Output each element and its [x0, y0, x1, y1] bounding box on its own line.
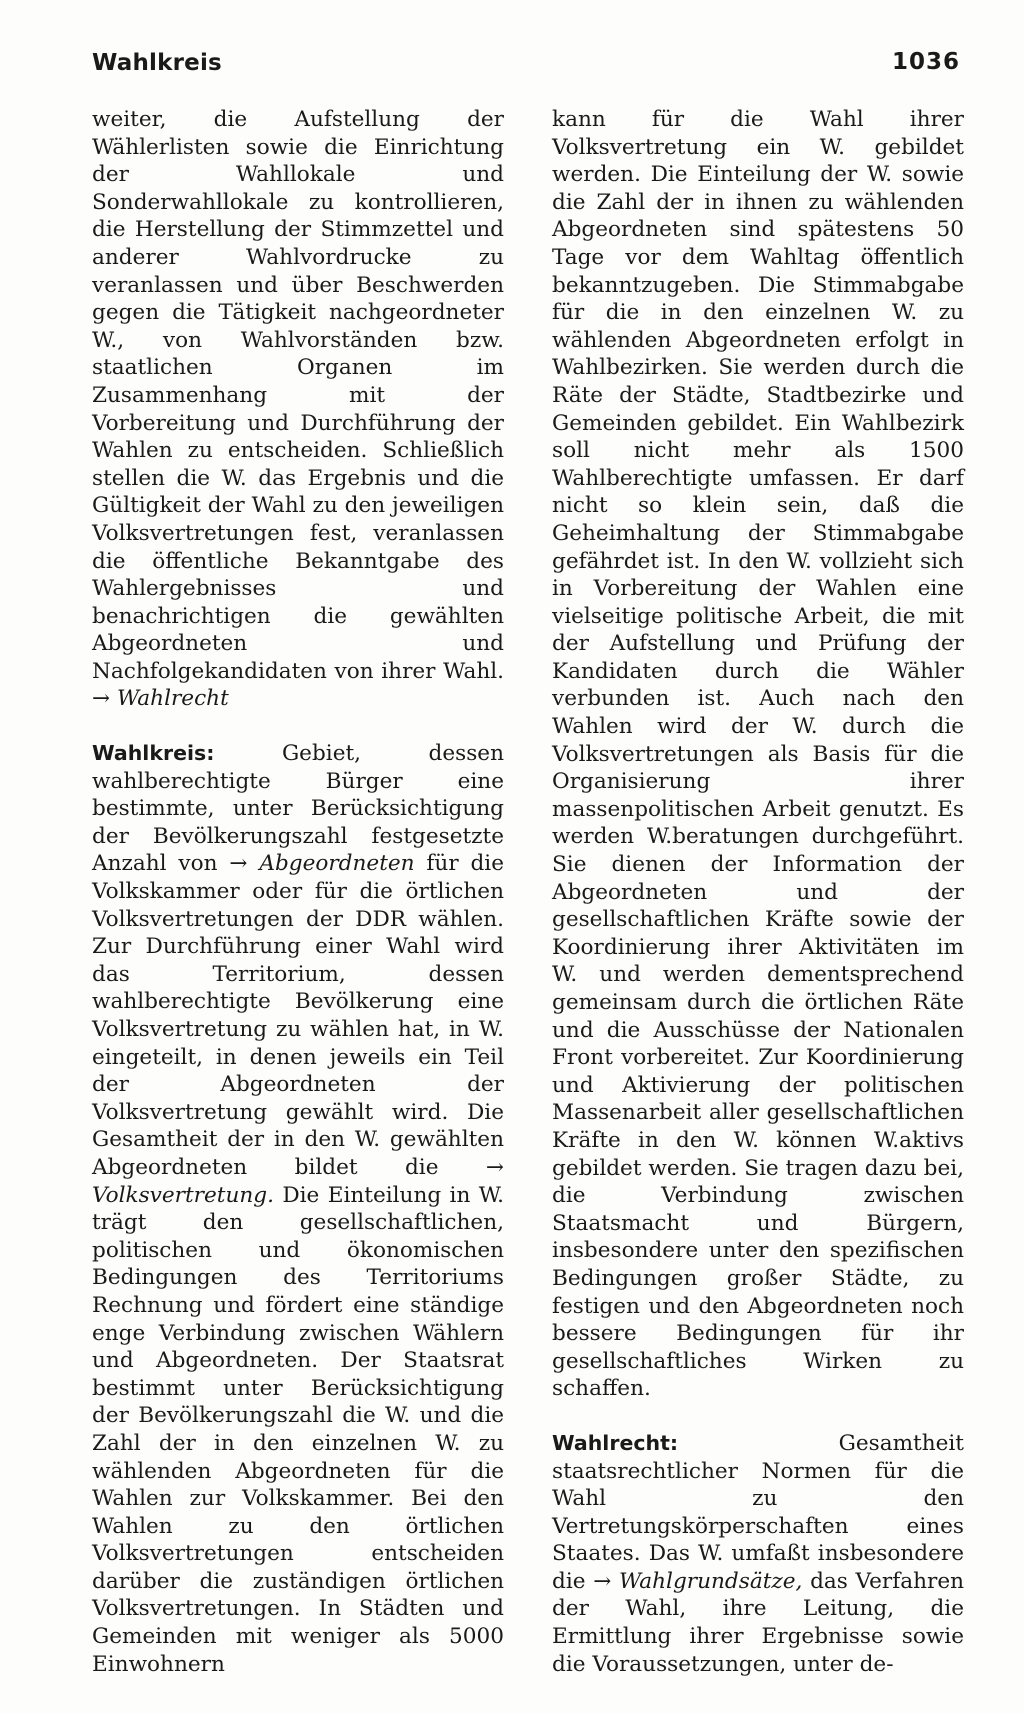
cross-reference-abgeordneten[interactable]: Abgeordneten — [259, 851, 415, 877]
entry-lemma-wahlrecht: Wahlrecht: — [552, 1430, 679, 1455]
entry-wahlkreis — [92, 740, 504, 1678]
continued-entry-text: weiter, die Aufstellung der Wählerlisten sowie die Einrichtung der Wahllokale und Sonderwahllokale zu kontrollieren, die Herstellung der Stimmzettel und anderer Wahlvordrucke zu veranlassen und über Beschwerden gegen die Tätigkeit nachgeordneter W., von Wahlvorständen bzw. staatlichen Organen im Zusammenhang mit der Vorbereitung und Durchführung der Wahlen zu entscheiden. Schließlich stellen die W. das Ergebnis und die Gültigkeit der Wahl zu den jeweiligen Volksvertretungen fest, veranlassen die öffentliche Bekanntgabe des Wahlergebnisses und benachrichtigen die gewählten Abgeordneten und Nachfolgekandidaten von ihrer Wahl. — [92, 107, 504, 684]
cross-reference-arrow: → — [92, 686, 111, 712]
entry-text: das Verfahren der Wahl, ihre Leitung, die Ermittlung ihrer Ergebnisse sowie die Voraussetzungen, unter de- — [552, 1568, 965, 1677]
cross-reference-wahlgrundsaetze[interactable]: Wahlgrundsätze, — [618, 1568, 803, 1594]
continued-entry — [92, 106, 504, 713]
cross-reference-volksvertretung[interactable]: Volksvertretung. — [92, 1182, 274, 1208]
entry-text: für die Volkskammer oder für die örtlichen Volksvertretungen der DDR wählen. Zur Durchführung einer Wahl wird das Territorium, dessen wahlberechtigte Bevölkerung eine Volksvertretung zu wählen hat, in W. eingeteilt, in denen jeweils ein Teil der Abgeordneten der Volksvertretung gewählt wird. Die Gesamtheit der in den W. gewählten Abgeordneten bildet die — [92, 851, 504, 1180]
left-column — [92, 106, 504, 1678]
page-number: 1036 — [891, 49, 960, 75]
running-headword: Wahlkreis — [92, 50, 222, 76]
cross-reference-arrow: → — [229, 851, 248, 877]
entry-wahlkreis-continued — [552, 106, 964, 1403]
right-column — [552, 106, 964, 1678]
entry-text: Gebiet, dessen wahlberechtigte Bürger eine bestimmte, unter Berücksichtigung der Bevölkerungszahl festgesetzte Anzahl von — [92, 741, 504, 877]
entry-text: Gesamtheit staatsrechtlicher Normen für die Wahl zu den Vertretungskörperschaften eines Staates. Das W. umfaßt insbesondere die — [552, 1430, 964, 1594]
cross-reference-wahlrecht[interactable]: Wahlrecht — [116, 686, 229, 712]
entry-text: kann für die Wahl ihrer Volksvertretung ein W. gebildet werden. Die Einteilung der W. sowie die Zahl der in ihnen zu wählenden Abgeordneten sind spätestens 50 Tage vor dem Wahltag öffentlich bekanntzugeben. Die Stimmabgabe für die in den einzelnen W. zu wählenden Abgeordneten erfolgt in Wahlbezirken. Sie werden durch die Räte der Städte, Stadtbezirke und Gemeinden gebildet. Ein Wahlbezirk soll nicht mehr als 1500 Wahlberechtigte umfassen. Er darf nicht so klein sein, daß die Geheimhaltung der Stimmabgabe gefährdet ist. In den W. vollzieht sich in Vorbereitung der Wahlen eine vielseitige politische Arbeit, die mit der Aufstellung und Prüfung der Kandidaten durch die Wähler verbunden ist. Auch nach den Wahlen wird der W. durch die Volksvertretungen als Basis für die Organisierung ihrer massenpolitischen Arbeit genutzt. Es werden W.beratungen durchgeführt. Sie dienen der Information der Abgeordneten und der gesellschaftlichen Kräfte sowie der Koordinierung ihrer Aktivitäten im W. und werden dementsprechend gemeinsam durch die örtlichen Räte und die Ausschüsse der Nationalen Front vorbereitet. Zur Koordinierung und Aktivierung der politischen Massenarbeit aller gesellschaftlichen Kräfte in den W. können W.aktivs gebildet werden. Sie tragen dazu bei, die Verbindung zwischen Staatsmacht und Bürgern, insbesondere unter den spezifischen Bedingungen großer Städte, zu festigen und den Abgeordneten noch bessere Bedingungen für ihr gesellschaftliches Wirken zu schaffen. — [552, 107, 965, 1402]
cross-reference-arrow: → — [485, 1154, 504, 1180]
cross-reference-arrow: → — [593, 1568, 612, 1594]
entry-lemma-wahlkreis: Wahlkreis: — [92, 741, 215, 766]
entry-text: Die Einteilung in W. trägt den gesellschaftlichen, politischen und ökonomischen Bedingungen des Territoriums Rechnung und fördert eine ständige enge Verbindung zwischen Wählern und Abgeordneten. Der Staatsrat bestimmt unter Berücksichtigung der Bevölkerungszahl die W. und die Zahl der in den einzelnen W. zu wählenden Abgeordneten für die Wahlen zur Volkskammer. Bei den Wahlen zu den örtlichen Volksvertretungen entscheiden darüber die zuständigen örtlichen Volksvertretungen. In Städten und Gemeinden mit weniger als 5000 Einwohnern — [92, 1182, 504, 1677]
entry-wahlrecht — [552, 1430, 964, 1678]
